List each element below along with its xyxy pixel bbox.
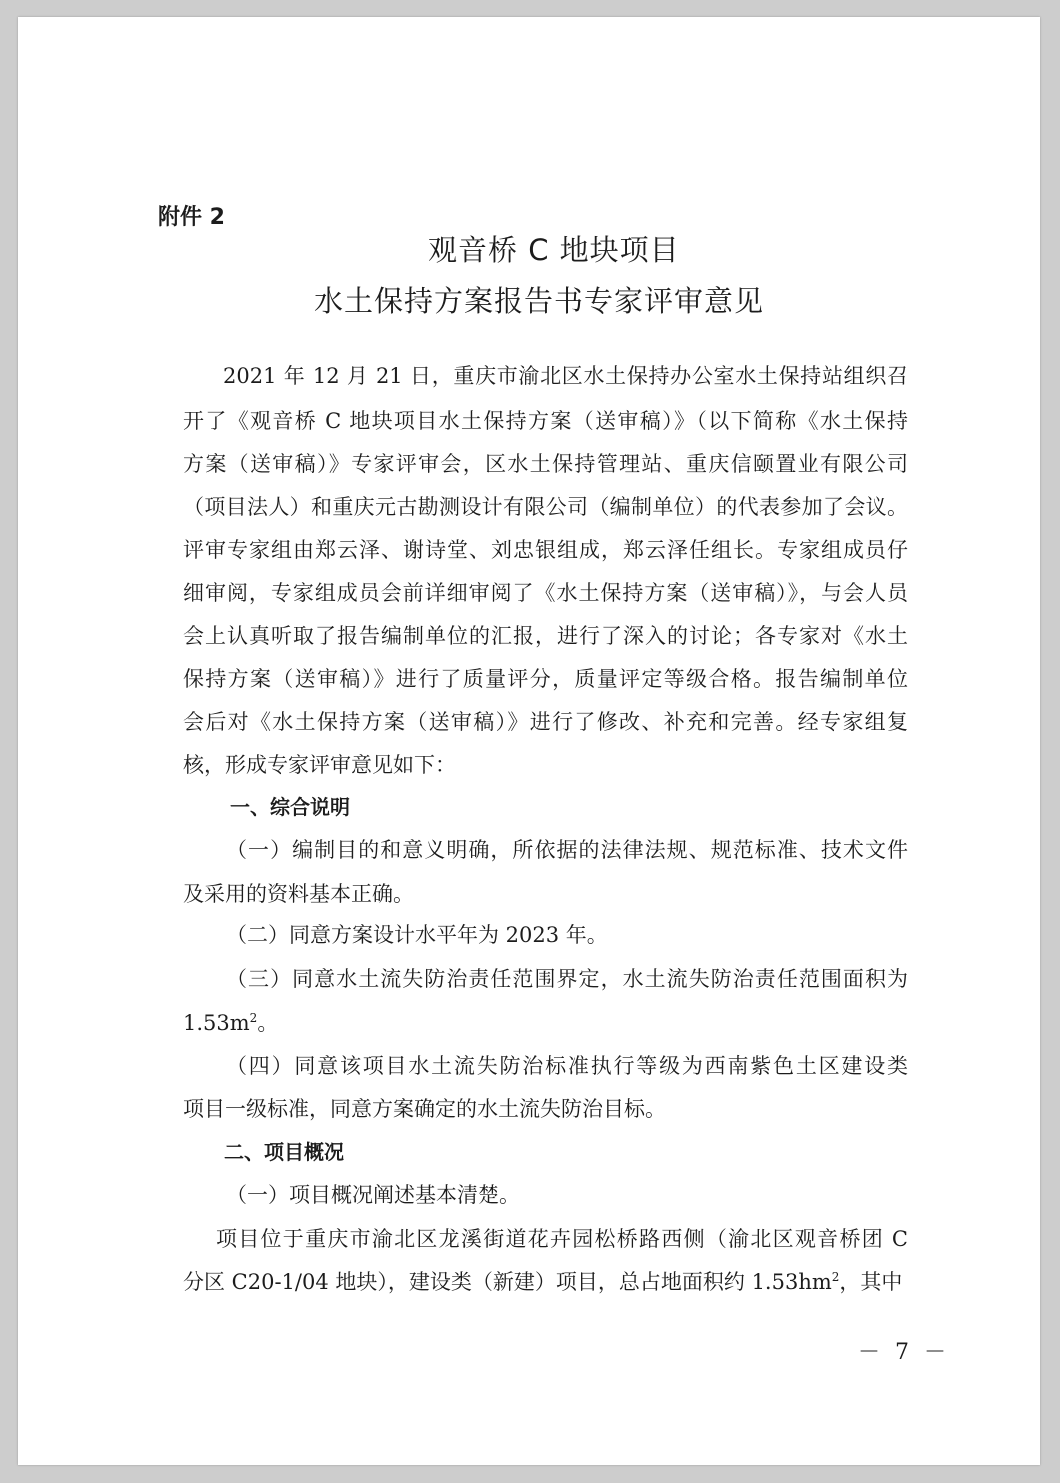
paragraph-1-line-9: 会后对《水土保持方案（送审稿）》进行了修改、补充和完善。经专家组复 [183,710,908,734]
title-line-2: 水土保持方案报告书专家评审意见 [314,284,765,318]
attachment-label: 附件 2 [158,205,225,230]
section-1-item-1-line-2: 及采用的资料基本正确。 [183,882,414,906]
section-1-item-4-line-1: （四）同意该项目水土流失防治标准执行等级为西南紫色土区建设类 [226,1054,908,1078]
land-area-text: 分区 C20-1/04 地块），建设类（新建）项目，总占地面积约 1.53hm [183,1270,832,1294]
section-2-item-1: （一）项目概况阐述基本清楚。 [226,1183,520,1207]
land-area-tail: ，其中 [839,1270,903,1294]
section-1-item-3-line-2 [183,1010,278,1036]
area-end-punct: 。 [257,1011,279,1035]
page-number: － 7 － [858,1340,950,1365]
paragraph-1-line-2: 开了《观音桥 C 地块项目水土保持方案（送审稿）》（以下简称《水土保持 [183,409,908,433]
land-area-superscript: 2 [831,1270,840,1284]
area-value: 1.53m [183,1011,250,1035]
paragraph-1-line-7: 会上认真听取了报告编制单位的汇报，进行了深入的讨论；各专家对《水土 [183,624,908,648]
section-1-item-4-line-2: 项目一级标准，同意方案确定的水土流失防治目标。 [183,1097,666,1121]
section-2-paragraph-line-1: 项目位于重庆市渝北区龙溪街道花卉园松桥路西侧（渝北区观音桥团 C [216,1227,908,1251]
section-1-heading: 一、综合说明 [230,795,350,819]
section-2-heading: 二、项目概况 [224,1140,344,1164]
paragraph-1-line-3: 方案（送审稿）》专家评审会，区水土保持管理站、重庆信颐置业有限公司 [183,452,908,476]
area-superscript: 2 [249,1011,258,1025]
paragraph-1-line-5: 评审专家组由郑云泽、谢诗堂、刘忠银组成，郑云泽任组长。专家组成员仔 [183,538,908,562]
paragraph-1-line-4: （项目法人）和重庆元古勘测设计有限公司（编制单位）的代表参加了会议。 [183,495,908,519]
paragraph-1-line-1: 2021 年 12 月 21 日，重庆市渝北区水土保持办公室水土保持站组织召 [223,364,908,388]
paragraph-1-line-10: 核，形成专家评审意见如下： [183,753,456,777]
document-page [18,17,1040,1465]
paragraph-1-line-6: 细审阅，专家组成员会前详细审阅了《水土保持方案（送审稿）》，与会人员 [183,581,908,605]
section-2-paragraph-line-2 [183,1269,902,1295]
section-1-item-2: （二）同意方案设计水平年为 2023 年。 [226,923,608,947]
title-line-1: 观音桥 C 地块项目 [428,233,680,267]
paragraph-1-line-8: 保持方案（送审稿）》进行了质量评分，质量评定等级合格。报告编制单位 [183,667,908,691]
section-1-item-3-line-1: （三）同意水土流失防治责任范围界定，水土流失防治责任范围面积为 [226,967,908,991]
section-1-item-1-line-1: （一）编制目的和意义明确，所依据的法律法规、规范标准、技术文件 [226,838,908,862]
